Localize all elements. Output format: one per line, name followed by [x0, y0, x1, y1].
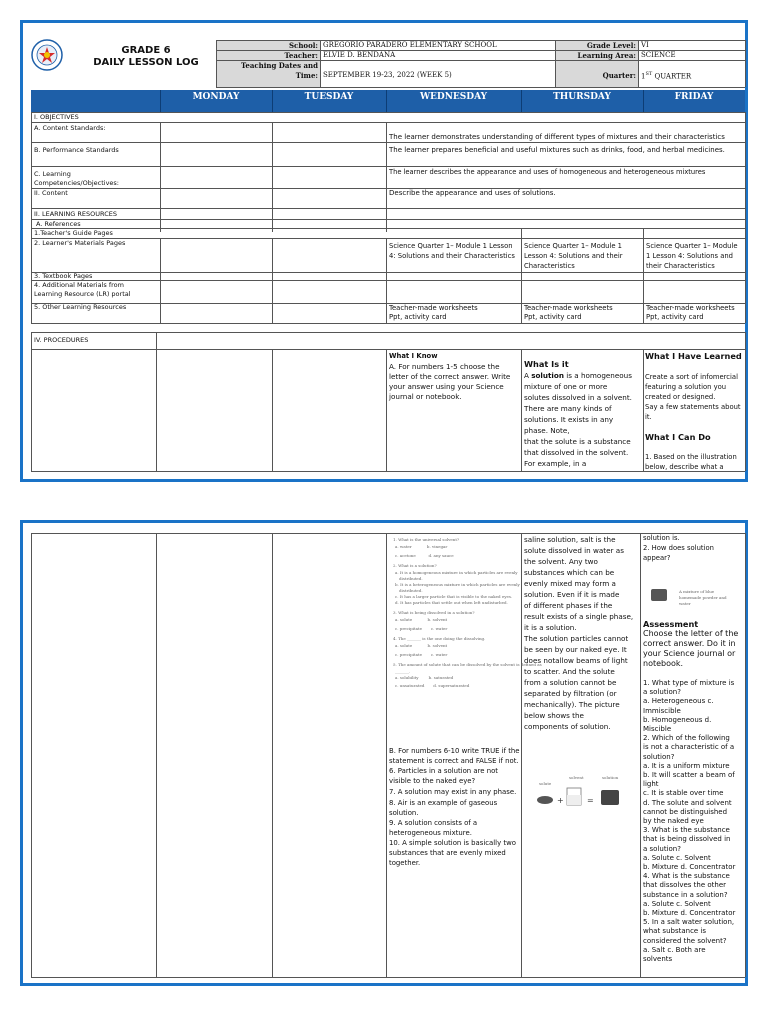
thu2-line-7: of different phases if the [524, 601, 613, 610]
figure-label-solute: solute [539, 781, 552, 786]
grade-value: VI [641, 41, 649, 49]
fri-line-2: featuring a solution you [645, 383, 727, 391]
quiz-15: a. solute b. solvent [395, 643, 448, 648]
assessment-intro-2: correct answer. Do it in [643, 639, 736, 648]
tf-4: visible to the naked eye? [389, 777, 476, 785]
assessment-line: b. Homogeneous d. [643, 715, 712, 724]
assessment-line: a. Salt c. Both are [643, 945, 706, 954]
row-resources: II. LEARNING RESOURCES [34, 210, 117, 218]
competency-value: The learner describes the appearance and uses of homogeneous and heterogeneous mixtures [389, 168, 706, 176]
quiz-14: 4. The _______ is the one doing the dissolving. [393, 636, 486, 641]
other-thu-1: Teacher-made worksheets [524, 304, 613, 312]
svg-text:+: + [557, 796, 564, 805]
other-fri-1: Teacher-made worksheets [646, 304, 735, 312]
other-fri-2: Ppt, activity card [646, 313, 704, 321]
assessment-line: d. The solute and solvent [643, 798, 732, 807]
lesson-log-page-1 [20, 20, 748, 482]
quiz-12: a. solute b. solvent [395, 617, 448, 622]
assessment-line: a solution? [643, 844, 681, 853]
lm-thu-3: Characteristics [524, 262, 575, 270]
assessment-line: 2. Which of the following [643, 734, 730, 743]
school-value: GREGORIO PARADERO ELEMENTARY SCHOOL [323, 41, 497, 49]
fri2-top-1: solution is. [643, 534, 680, 542]
assessment-intro-4: notebook. [643, 659, 684, 668]
thu2-line-17: below shows the [524, 711, 584, 720]
quiz-18: _______. [395, 669, 411, 674]
row-performance-standards: B. Performance Standards [34, 146, 119, 154]
fri-line-6: 1. Based on the illustration [645, 453, 737, 461]
lm-thu-2: Lesson 4: Solutions and their [524, 252, 623, 260]
lm-fri-2: 1 Lesson 4: Solutions and [646, 252, 733, 260]
thu2-line-11: be seen by our naked eye. It [524, 645, 627, 654]
content-value: Describe the appearance and uses of solutions. [389, 189, 556, 197]
figure-label-solvent: solvent [569, 775, 584, 780]
tf-5: 7. A solution may exist in any phase. [389, 788, 517, 796]
quiz-9: c. It has a larger particle that is visible to the naked eyes. [395, 594, 513, 599]
assessment-line: 3. What is the substance [643, 826, 730, 835]
thu2-line-6: solution. Even if it is made [524, 590, 620, 599]
thu2-line-1: saline solution, salt is the [524, 535, 616, 544]
row-tg-pages: 1.Teacher's Guide Pages [34, 229, 113, 237]
thu-line-5: phase. Note, [524, 426, 570, 435]
wed-heading: What I Know [389, 352, 438, 360]
other-wed-1: Teacher-made worksheets [389, 304, 478, 312]
day-wednesday: WEDNESDAY [386, 90, 521, 104]
quarter-sup: ST [645, 71, 653, 77]
thu2-line-18: components of solution. [524, 722, 611, 731]
thu-line-8: For example, in a [524, 459, 587, 468]
quarter-label: Quarter: [602, 71, 636, 80]
quiz-2: a. water b. vinegar [395, 544, 448, 549]
assessment-line: solution? [643, 752, 675, 761]
assessment-line: b. It will scatter a beam of [643, 771, 735, 780]
row-competencies-1: C. Learning [34, 170, 71, 178]
assessment-line: a. Heterogeneous c. [643, 697, 714, 706]
area-label: Learning Area: [577, 51, 636, 60]
svg-text:=: = [587, 796, 594, 805]
thu2-line-16: mechanically). The picture [524, 700, 620, 709]
wed-line-1: A. For numbers 1-5 choose the [389, 362, 500, 371]
row-additional-2: Learning Resource (LR) portal [34, 290, 131, 298]
fri-line-1: Create a sort of infomercial [645, 373, 738, 381]
row-procedures: IV. PROCEDURES [34, 336, 89, 344]
quiz-17: 5. The amount of solute that can be dissolved by the solvent is defined as [393, 662, 542, 667]
row-content-standards: A. Content Standards: [34, 124, 106, 132]
thu-line-6: that the solute is a substance [524, 437, 631, 446]
tf-3: 6. Particles in a solution are not [389, 767, 498, 775]
tf-10: 10. A simple solution is basically two [389, 839, 516, 847]
other-wed-2: Ppt, activity card [389, 313, 447, 321]
assessment-intro-1: Choose the letter of the [643, 629, 739, 638]
quiz-11: 3. What is being dissolved in a solution? [393, 610, 475, 615]
day-friday: FRIDAY [643, 90, 745, 104]
row-other: 5. Other Learning Resources [34, 303, 127, 311]
row-additional-1: 4. Additional Materials from [34, 281, 124, 289]
mixture-photo [651, 589, 667, 601]
thu-first-bold: solution [531, 371, 564, 380]
assessment-line: solvents [643, 955, 673, 964]
tf-2: statement is correct and FALSE if not. [389, 757, 519, 765]
thu2-line-14: from a solution cannot be [524, 678, 617, 687]
quarter-value [641, 70, 691, 81]
lm-fri-3: their Characteristics [646, 262, 715, 270]
assessment-line: that dissolves the other [643, 881, 727, 890]
assessment-line: Miscible [643, 725, 672, 734]
assessment-intro-3: your Science journal or [643, 649, 736, 658]
assessment-line: a. Solute c. Solvent [643, 899, 711, 908]
tf-1: B. For numbers 6-10 write TRUE if the [389, 747, 520, 755]
assessment-line: cannot be distinguished [643, 807, 728, 816]
thu-line-7: that dissolved in the solvent. [524, 448, 629, 457]
thu2-line-12: does notallow beams of light [524, 656, 628, 665]
quiz-4: 2. What is a solution? [393, 563, 437, 568]
thu-line-1: mixture of one or more [524, 382, 608, 391]
quiz-13: c. precipitate c. water [395, 626, 448, 631]
assessment-line: is not a characteristic of a [643, 743, 735, 752]
teacher-label: Teacher: [284, 51, 318, 60]
dates-value: SEPTEMBER 19-23, 2022 (WEEK 5) [323, 71, 452, 79]
assessment-line: c. It is stable over time [643, 789, 724, 798]
thu2-line-9: it is a solution. [524, 623, 577, 632]
fri2-top-3: appear? [643, 554, 671, 562]
fri-caption-2: homemade powder and [679, 595, 727, 600]
thu-first-b: is a homogeneous [563, 371, 632, 380]
tf-8: 9. A solution consists of a [389, 819, 478, 827]
fri-line-4: Say a few statements about [645, 403, 741, 411]
quiz-10: d. It has particles that settle out when left undisturbed. [395, 600, 508, 605]
fri2-top-2: 2. How does solution [643, 544, 714, 552]
quiz-6: distributed. [399, 576, 423, 581]
assessment-list [643, 679, 743, 964]
assessment-line: 5. In a salt water solution, [643, 918, 735, 927]
thu2-line-15: separated by filtration (or [524, 689, 617, 698]
assessment-line: a solution? [643, 688, 681, 697]
thu-first-a: A [524, 371, 532, 380]
tf-6: 8. Air is an example of gaseous [389, 799, 498, 807]
thu-line-2: solutes dissolved in a solvent. [524, 393, 632, 402]
grade-label: Grade Level: [586, 41, 636, 50]
day-tuesday: TUESDAY [272, 90, 386, 104]
thu2-line-8: result exists of a single phase, [524, 612, 634, 621]
wed-line-4: journal or notebook. [389, 392, 462, 401]
assessment-line: light [643, 780, 659, 789]
quiz-20: c. unsaturated d. supersaturated [395, 683, 470, 688]
fri-heading-1: What I Have Learned [645, 351, 742, 361]
assessment-line: 4. What is the substance [643, 872, 730, 881]
content-standard-value: The learner demonstrates understanding of different types of mixtures and their characteristics [389, 133, 725, 141]
thu2-line-10: The solution particles cannot [524, 634, 629, 643]
row-lm-pages: 2. Learner's Materials Pages [34, 239, 126, 247]
quiz-3: c. acetone d. any sauce [395, 553, 454, 558]
assessment-line: substance in a solution? [643, 890, 728, 899]
quiz-7: b. It is a heterogeneous mixture in which particles are evenly [395, 582, 520, 587]
fri-line-7: below, describe what a [645, 463, 724, 471]
fri-line-3: created or designed. [645, 393, 716, 401]
lm-wed-1: Science Quarter 1– Module 1 Lesson [389, 242, 513, 250]
tf-9: heterogeneous mixture. [389, 829, 472, 837]
assessment-line: that is being dissolved in [643, 835, 731, 844]
tf-11: substances that are evenly mixed [389, 849, 506, 857]
area-value: SCIENCE [641, 51, 676, 59]
wed-line-3: your answer using your Science [389, 382, 504, 391]
dates-label-2: Time: [295, 71, 318, 80]
lm-fri-1: Science Quarter 1– Module [646, 242, 738, 250]
assessment-line: b. Mixture d. Concentrator [643, 909, 736, 918]
day-monday: MONDAY [160, 90, 272, 104]
assessment-line: a. Solute c. Solvent [643, 853, 711, 862]
dates-label-1: Teaching Dates and [240, 61, 318, 70]
thu-first-line [524, 371, 632, 381]
school-label: School: [289, 41, 318, 50]
fri-heading-2: What I Can Do [645, 432, 711, 442]
assessment-line: 1. What type of mixture is [643, 679, 735, 687]
thu2-line-5: evenly mixed may form a [524, 579, 616, 588]
quiz-16: c. precipitate c. water [395, 652, 448, 657]
other-thu-2: Ppt, activity card [524, 313, 582, 321]
row-competencies-2: Competencies/Objectives: [34, 179, 119, 187]
fri-caption-3: water [679, 601, 691, 606]
quarter-text: QUARTER [654, 72, 692, 81]
figure-label-solution: solution [602, 775, 619, 780]
day-thursday: THURSDAY [521, 90, 643, 104]
row-references: A. References [36, 220, 81, 228]
lm-wed-2: 4: Solutions and their Characteristics [389, 252, 515, 260]
thu-line-4: solutions. It exists in any [524, 415, 614, 424]
wed-line-2: letter of the correct answer. Write [389, 372, 511, 381]
assessment-line: considered the solvent? [643, 936, 727, 945]
quiz-8: distributed. [399, 588, 423, 593]
quiz-19: a. solubility b. saturated [395, 675, 454, 680]
fri-line-5: it. [645, 413, 652, 421]
quiz-5: a. It is a homogeneous mixture in which particles are evenly [395, 570, 518, 575]
title-line-2: DAILY LESSON LOG [93, 57, 199, 68]
tf-12: together. [389, 859, 421, 867]
thu-line-3: There are many kinds of [524, 404, 612, 413]
assessment-line: what substance is [643, 927, 707, 936]
performance-standard-value: The learner prepares beneficial and useful mixtures such as drinks, food, and herbal medicines. [389, 146, 725, 154]
thu2-line-13: to scatter. And the solute [524, 667, 615, 676]
thu-heading: What Is it [524, 359, 569, 369]
thu2-line-3: the solvent. Any two [524, 557, 598, 566]
quarter-num: 1 [641, 72, 646, 81]
row-content: II. Content [34, 189, 68, 197]
thu2-line-2: solute dissolved in water as [524, 546, 624, 555]
assessment-line: b. Mixture d. Concentrator [643, 863, 736, 872]
title-line-1: GRADE 6 [121, 45, 171, 56]
thu2-line-4: substances which can be [524, 568, 615, 577]
assessment-line: a. It is a uniform mixture [643, 761, 730, 770]
row-textbook: 3. Textbook Pages [34, 272, 93, 280]
quiz-1: 1. What is the universal solvent? [393, 537, 460, 542]
assessment-heading: Assessment [643, 619, 699, 629]
lesson-log-page-2 [20, 520, 748, 986]
tf-7: solution. [389, 809, 419, 817]
teacher-value: ELVIE D. BENDANA [323, 51, 396, 59]
fri-caption-1: A mixture of blue [679, 589, 715, 594]
assessment-line: Immiscible [643, 706, 681, 715]
lm-thu-1: Science Quarter 1– Module 1 [524, 242, 623, 250]
deped-seal-icon [31, 39, 63, 71]
row-objectives: I. OBJECTIVES [34, 113, 79, 121]
assessment-line: by the naked eye [643, 817, 704, 826]
